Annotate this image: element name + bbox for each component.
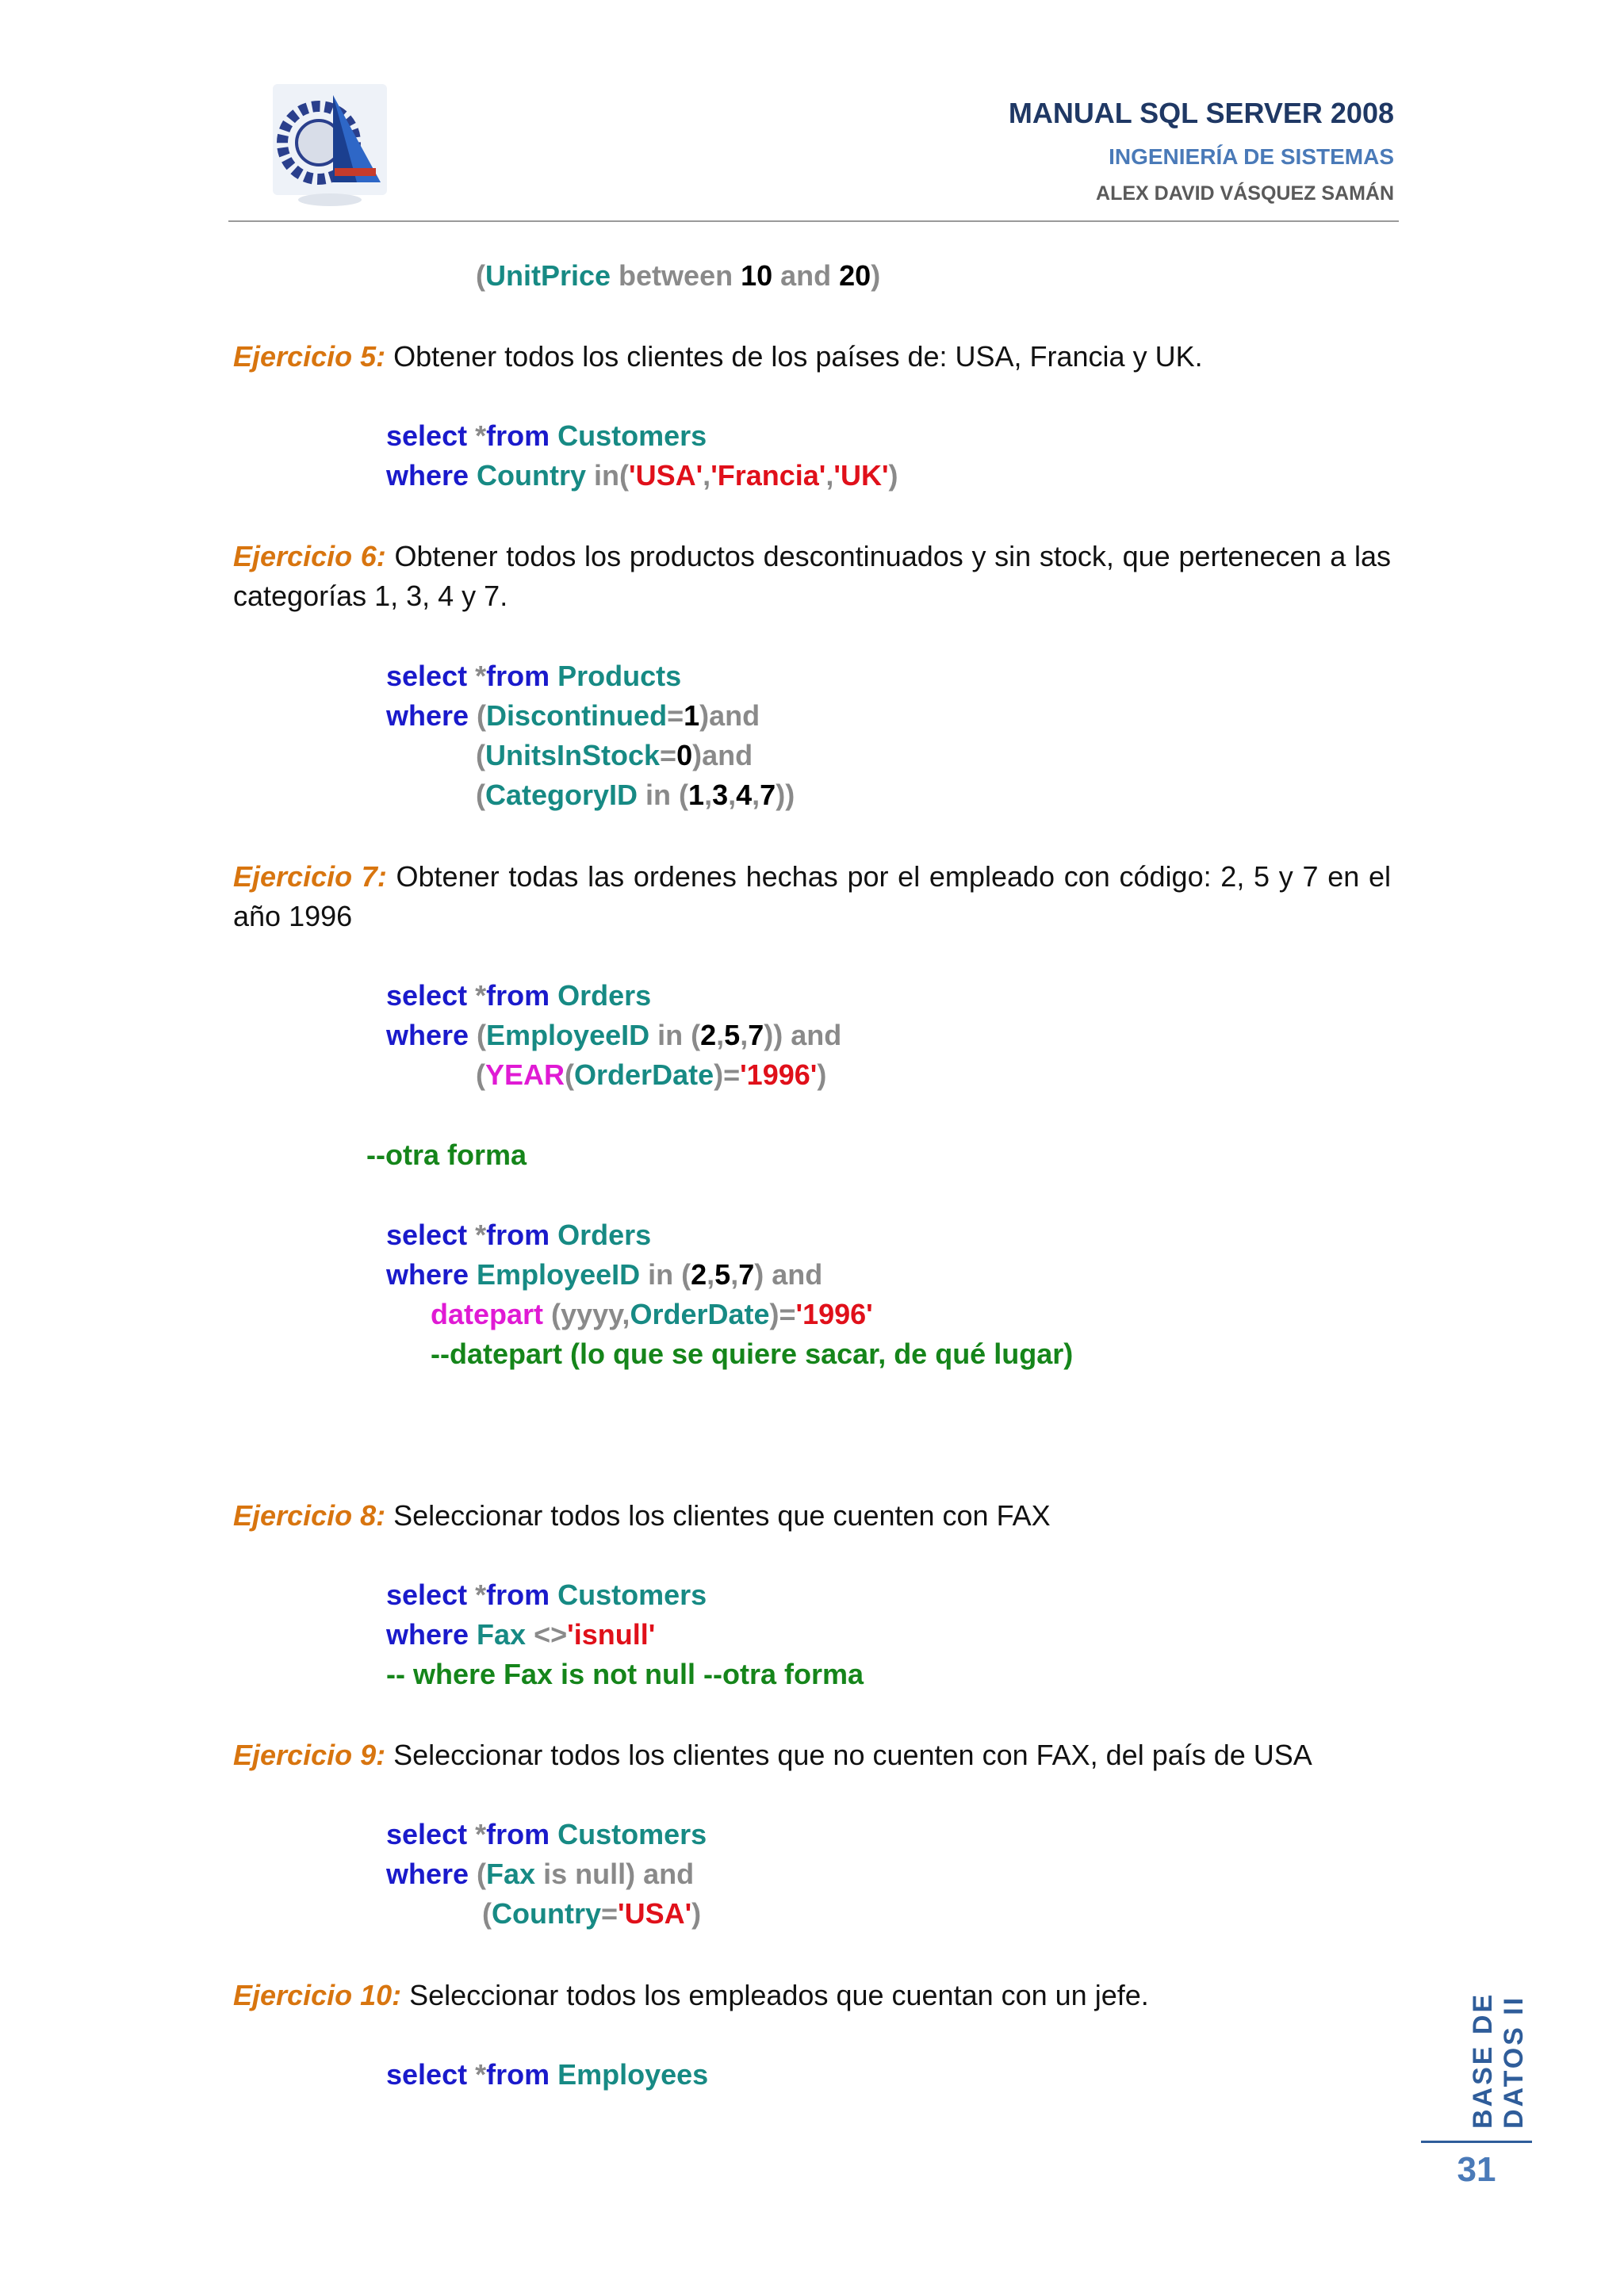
code-comment: -- where Fax is not null --otra forma xyxy=(386,1658,864,1690)
exercise-label: Ejercicio 9: xyxy=(233,1739,386,1771)
university-logo xyxy=(270,81,390,217)
code-line: select *from Orders xyxy=(386,1219,652,1251)
code-line: datepart (yyyy,OrderDate)='1996' xyxy=(431,1298,873,1330)
exercise-7-statement: Ejercicio 7: Obtener todas las ordenes hechas por el empleado con código: 2, 5 y 7 en el año 1996 xyxy=(233,860,1391,932)
code-comment: --datepart (lo que se quiere sacar, de qué lugar) xyxy=(431,1337,1074,1370)
code-line: select *from Orders xyxy=(386,979,652,1012)
manual-title: MANUAL SQL SERVER 2008 xyxy=(1008,97,1394,129)
code-line: (CategoryID in (1,3,4,7)) xyxy=(476,779,795,811)
code-line: where Country in('USA','Francia','UK') xyxy=(386,459,898,492)
code-line: where EmployeeID in (2,5,7) and xyxy=(386,1258,823,1291)
career-subtitle: INGENIERÍA DE SISTEMAS xyxy=(1109,144,1394,169)
exercise-label: Ejercicio 7: xyxy=(233,860,387,893)
code-comment: --otra forma xyxy=(366,1138,527,1171)
code-line: select *from Customers xyxy=(386,1578,707,1611)
exercise-10-statement: Ejercicio 10: Seleccionar todos los empleados que cuentan con un jefe. xyxy=(233,1979,1149,2011)
exercise-label: Ejercicio 5: xyxy=(233,340,386,373)
code-line-ex4-tail: (UnitPrice between 10 and 20) xyxy=(476,259,881,292)
code-line: select *from Products xyxy=(386,660,682,692)
exercise-label: Ejercicio 6: xyxy=(233,540,386,572)
page-number: 31 xyxy=(1457,2150,1496,2189)
page-number-rule xyxy=(1421,2141,1532,2143)
code-line: select *from Customers xyxy=(386,1818,707,1850)
exercise-8-statement: Ejercicio 8: Seleccionar todos los clientes que cuenten con FAX xyxy=(233,1499,1051,1532)
code-line: where Fax <>'isnull' xyxy=(386,1618,656,1651)
code-line: where (EmployeeID in (2,5,7)) and xyxy=(386,1019,842,1051)
exercise-label: Ejercicio 8: xyxy=(233,1499,386,1532)
code-line: select *from Employees xyxy=(386,2058,709,2091)
code-line: (YEAR(OrderDate)='1996') xyxy=(476,1058,827,1091)
page-header xyxy=(228,79,1399,222)
author-name: ALEX DAVID VÁSQUEZ SAMÁN xyxy=(1096,182,1394,205)
code-line: where (Fax is null) and xyxy=(386,1858,695,1890)
code-line: (Country='USA') xyxy=(482,1897,702,1930)
gear-logo-icon xyxy=(270,81,390,217)
code-line: (UnitsInStock=0)and xyxy=(476,739,753,771)
exercise-label: Ejercicio 10: xyxy=(233,1979,402,2011)
code-line: where (Discontinued=1)and xyxy=(386,699,760,732)
course-side-label: BASE DE DATOS II xyxy=(1468,1992,1529,2129)
code-line: select *from Customers xyxy=(386,419,707,452)
exercise-5-statement: Ejercicio 5: Obtener todos los clientes de los países de: USA, Francia y UK. xyxy=(233,340,1203,373)
exercise-9-statement: Ejercicio 9: Seleccionar todos los clientes que no cuenten con FAX, del país de USA xyxy=(233,1739,1312,1771)
exercise-6-statement: Ejercicio 6: Obtener todos los productos descontinuados y sin stock, que pertenecen a las categorías 1, 3, 4 y 7. xyxy=(233,540,1391,612)
